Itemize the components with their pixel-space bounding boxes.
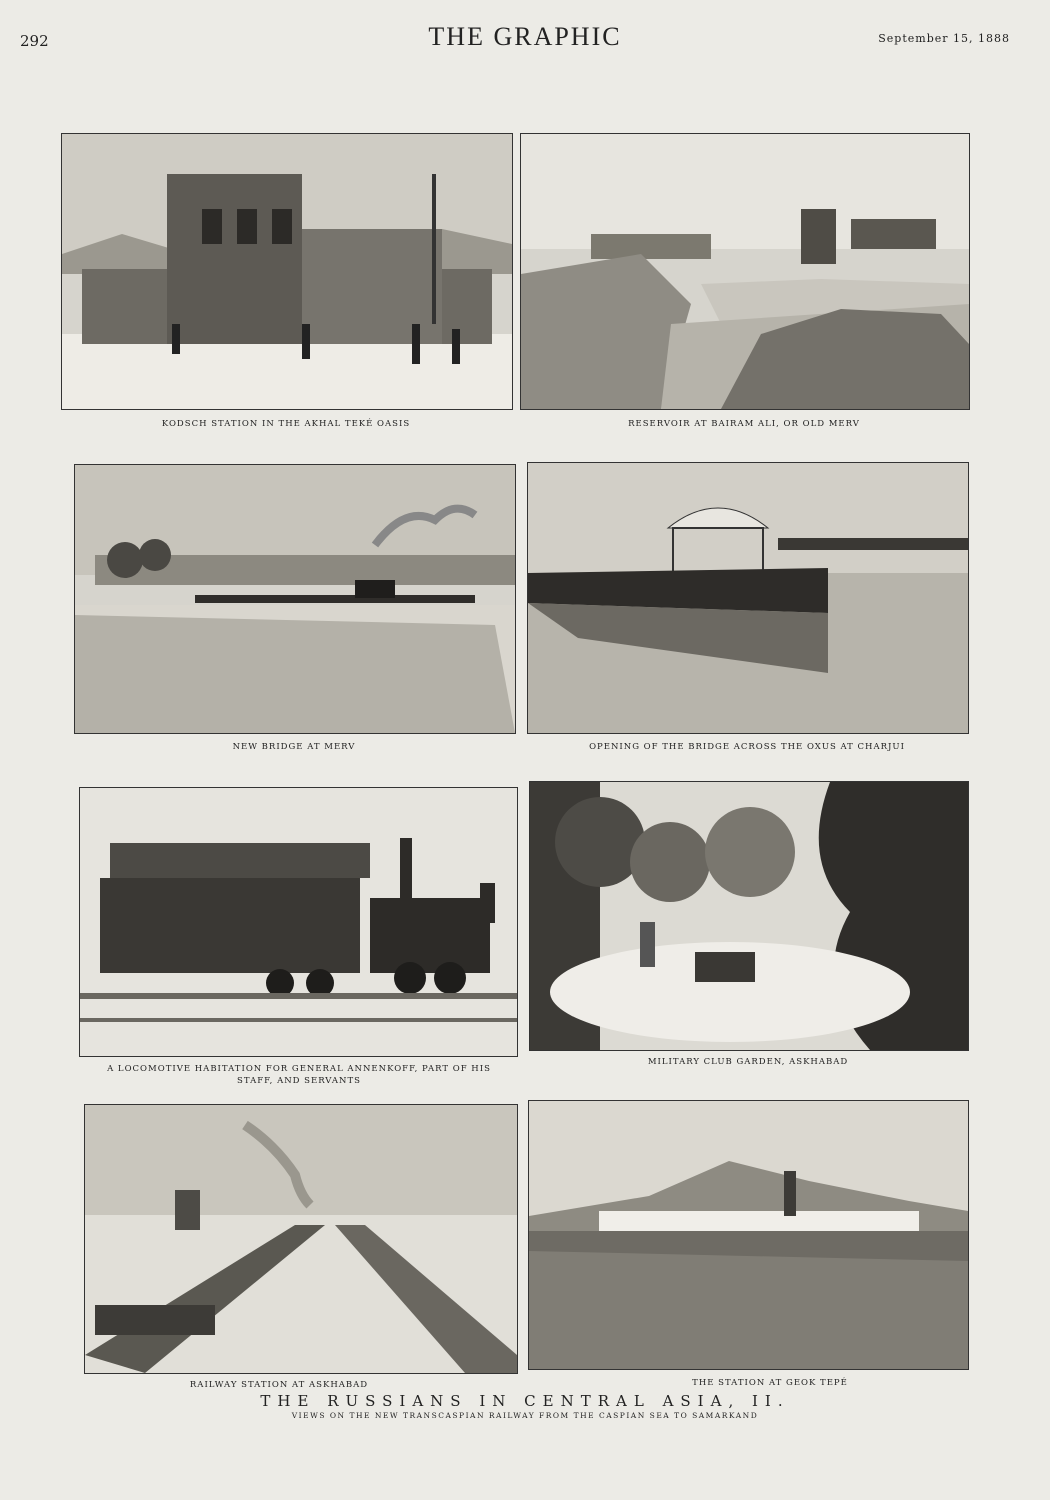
engraving-club-garden: [529, 781, 969, 1051]
engraving-askhabad-station: [84, 1104, 518, 1374]
plain-station-illustration: [529, 1101, 968, 1369]
bridge-illustration: [75, 465, 515, 733]
caption-club-garden: MILITARY CLUB GARDEN, ASKHABAD: [647, 1057, 849, 1067]
caption-askhabad-station: RAILWAY STATION AT ASKHABAD: [189, 1380, 369, 1390]
page-number: 292: [20, 32, 49, 50]
rail-yard-illustration: [85, 1105, 517, 1373]
engraving-geok-tepe: [528, 1100, 969, 1370]
garden-illustration: [530, 782, 968, 1050]
feature-title: THE RUSSIANS IN CENTRAL ASIA, II.: [260, 1392, 790, 1410]
caption-oxus-bridge: OPENING OF THE BRIDGE ACROSS THE OXUS AT CHARJUI: [589, 742, 905, 752]
masthead: THE GRAPHIC: [428, 22, 622, 51]
engraving-locomotive-habitation: [79, 787, 518, 1057]
caption-bridge-merv: NEW BRIDGE AT MERV: [232, 742, 356, 752]
locomotive-illustration: [80, 788, 517, 1056]
dateline: September 15, 1888: [878, 32, 1010, 45]
feature-subtitle: VIEWS ON THE NEW TRANSCASPIAN RAILWAY FROM THE CASPIAN SEA TO SAMARKAND: [291, 1411, 759, 1420]
caption-reservoir: RESERVOIR AT BAIRAM ALI, OR OLD MERV: [628, 419, 860, 429]
engraving-oxus-bridge: [527, 462, 969, 734]
engraving-reservoir: [520, 133, 970, 410]
station-building-illustration: [62, 134, 512, 409]
caption-kodsch-station: KODSCH STATION IN THE AKHAL TEKÉ OASIS: [161, 419, 411, 429]
engraving-bridge-merv: [74, 464, 516, 734]
caption-geok-tepe: THE STATION AT GEOK TEPÉ: [692, 1378, 848, 1388]
reservoir-illustration: [521, 134, 969, 409]
engraving-kodsch-station: [61, 133, 513, 410]
caption-locomotive-habitation: A LOCOMOTIVE HABITATION FOR GENERAL ANNENKOFF, PART OF HIS STAFF, AND SERVANTS: [107, 1064, 491, 1086]
pavilion-bridge-illustration: [528, 463, 968, 733]
